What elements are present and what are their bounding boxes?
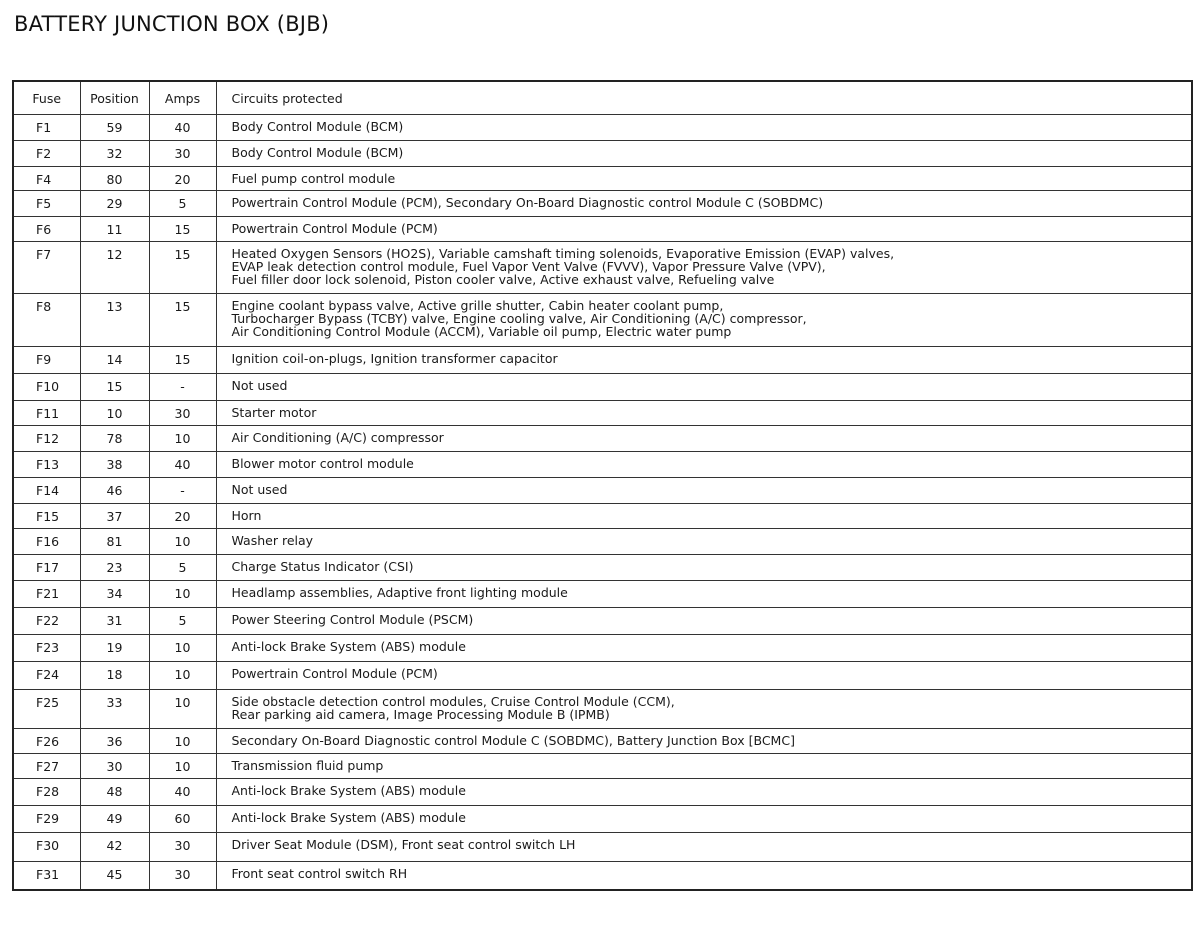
circuit-text: Starter motor	[231, 405, 317, 420]
table-header	[13, 81, 1192, 115]
circuits-cell	[216, 779, 1192, 806]
fuse-cell: F17	[13, 555, 80, 581]
table-row	[13, 529, 1192, 555]
circuit-text: Anti-lock Brake System (ABS) module	[231, 810, 466, 825]
circuit-text: Air Conditioning (A/C) compressor	[231, 430, 444, 445]
amps-cell: 30	[149, 141, 216, 167]
table-row	[13, 635, 1192, 662]
circuit-text: Ignition coil-on-plugs, Ignition transformer capacitor	[231, 351, 558, 366]
circuits-cell	[216, 374, 1192, 401]
fuse-cell: F16	[13, 529, 80, 555]
fuse-cell: F28	[13, 779, 80, 806]
fuse-cell: F24	[13, 662, 80, 690]
circuits-cell	[216, 555, 1192, 581]
circuits-cell	[216, 347, 1192, 374]
position-cell: 34	[80, 581, 149, 608]
circuit-text: Heated Oxygen Sensors (HO2S), Variable camshaft timing solenoids, Evaporative Emission (EVAP) valves,	[231, 246, 895, 261]
circuits-cell	[216, 217, 1192, 242]
amps-cell: 10	[149, 690, 216, 729]
circuits-cell	[216, 662, 1192, 690]
circuit-text: Blower motor control module	[231, 456, 414, 471]
table-row	[13, 662, 1192, 690]
fuse-cell: F6	[13, 217, 80, 242]
circuit-text: Powertrain Control Module (PCM)	[231, 221, 438, 236]
header-row	[13, 81, 1192, 115]
position-cell: 18	[80, 662, 149, 690]
amps-cell: 40	[149, 779, 216, 806]
amps-cell: 10	[149, 662, 216, 690]
table-row	[13, 115, 1192, 141]
circuits-cell	[216, 294, 1192, 347]
position-cell: 12	[80, 242, 149, 294]
fuse-cell: F12	[13, 426, 80, 452]
fuse-cell: F11	[13, 401, 80, 426]
circuit-text: Anti-lock Brake System (ABS) module	[231, 639, 466, 654]
table-row	[13, 754, 1192, 779]
page-title: BATTERY JUNCTION BOX (BJB)	[14, 12, 330, 36]
table-row	[13, 504, 1192, 529]
position-cell: 15	[80, 374, 149, 401]
circuit-text: Turbocharger Bypass (TCBY) valve, Engine cooling valve, Air Conditioning (A/C) compressor,	[231, 311, 807, 326]
amps-cell: 10	[149, 529, 216, 555]
fuse-cell: F22	[13, 608, 80, 635]
fuse-cell: F10	[13, 374, 80, 401]
table-row	[13, 191, 1192, 217]
table-row	[13, 608, 1192, 635]
amps-cell: 10	[149, 581, 216, 608]
circuits-cell	[216, 529, 1192, 555]
table-row	[13, 141, 1192, 167]
circuit-text: Body Control Module (BCM)	[231, 119, 404, 134]
table-row	[13, 779, 1192, 806]
position-cell: 46	[80, 478, 149, 504]
circuit-text: Power Steering Control Module (PSCM)	[231, 612, 474, 627]
fuse-cell: F4	[13, 167, 80, 191]
circuits-cell	[216, 141, 1192, 167]
circuits-cell	[216, 242, 1192, 294]
table-row	[13, 401, 1192, 426]
fuse-cell: F29	[13, 806, 80, 833]
circuits-cell	[216, 115, 1192, 141]
position-cell: 10	[80, 401, 149, 426]
table-row	[13, 217, 1192, 242]
position-cell: 31	[80, 608, 149, 635]
circuit-text: Headlamp assemblies, Adaptive front lighting module	[231, 585, 568, 600]
table-row	[13, 452, 1192, 478]
fuse-cell: F23	[13, 635, 80, 662]
circuit-text: Washer relay	[231, 533, 314, 548]
circuit-text: Air Conditioning Control Module (ACCM), Variable oil pump, Electric water pump	[231, 324, 732, 339]
circuit-text: Driver Seat Module (DSM), Front seat control switch LH	[231, 837, 576, 852]
position-cell: 23	[80, 555, 149, 581]
amps-cell: -	[149, 478, 216, 504]
table-row	[13, 833, 1192, 862]
table-row	[13, 167, 1192, 191]
position-cell: 13	[80, 294, 149, 347]
position-cell: 78	[80, 426, 149, 452]
header-amps: Amps	[149, 81, 216, 115]
fuse-cell: F26	[13, 729, 80, 754]
circuit-text: Not used	[231, 378, 288, 393]
circuits-cell	[216, 426, 1192, 452]
table-row	[13, 294, 1192, 347]
circuits-cell	[216, 608, 1192, 635]
fuse-cell: F8	[13, 294, 80, 347]
table-row	[13, 806, 1192, 833]
circuit-text: Side obstacle detection control modules, Cruise Control Module (CCM),	[231, 694, 675, 709]
position-cell: 38	[80, 452, 149, 478]
circuit-text: Secondary On-Board Diagnostic control Module C (SOBDMC), Battery Junction Box [BCMC]	[231, 733, 795, 748]
circuit-text: Not used	[231, 482, 288, 497]
fuse-cell: F13	[13, 452, 80, 478]
position-cell: 81	[80, 529, 149, 555]
circuit-text: Transmission fluid pump	[231, 758, 384, 773]
amps-cell: 60	[149, 806, 216, 833]
table-row	[13, 555, 1192, 581]
circuits-cell	[216, 806, 1192, 833]
amps-cell: 5	[149, 191, 216, 217]
position-cell: 19	[80, 635, 149, 662]
position-cell: 33	[80, 690, 149, 729]
position-cell: 42	[80, 833, 149, 862]
header-fuse: Fuse	[13, 81, 80, 115]
circuits-cell	[216, 401, 1192, 426]
amps-cell: 10	[149, 635, 216, 662]
amps-cell: 30	[149, 862, 216, 890]
header-position: Position	[80, 81, 149, 115]
amps-cell: 10	[149, 426, 216, 452]
position-cell: 48	[80, 779, 149, 806]
fuse-cell: F25	[13, 690, 80, 729]
circuit-text: Body Control Module (BCM)	[231, 145, 404, 160]
table-row	[13, 242, 1192, 294]
circuits-cell	[216, 504, 1192, 529]
table-row	[13, 862, 1192, 890]
amps-cell: 30	[149, 833, 216, 862]
table-row	[13, 426, 1192, 452]
circuit-text: Fuel pump control module	[231, 171, 396, 186]
circuits-cell	[216, 191, 1192, 217]
position-cell: 49	[80, 806, 149, 833]
circuit-text: Front seat control switch RH	[231, 866, 408, 881]
circuits-cell	[216, 862, 1192, 890]
amps-cell: 30	[149, 401, 216, 426]
fuse-cell: F15	[13, 504, 80, 529]
circuits-cell	[216, 754, 1192, 779]
circuit-text: Rear parking aid camera, Image Processing Module B (IPMB)	[231, 707, 610, 722]
amps-cell: 15	[149, 217, 216, 242]
amps-cell: 40	[149, 452, 216, 478]
table-row	[13, 690, 1192, 729]
fuse-cell: F1	[13, 115, 80, 141]
position-cell: 29	[80, 191, 149, 217]
amps-cell: 10	[149, 754, 216, 779]
fuse-cell: F2	[13, 141, 80, 167]
circuits-cell	[216, 167, 1192, 191]
table-row	[13, 729, 1192, 754]
amps-cell: 5	[149, 555, 216, 581]
circuit-text: Engine coolant bypass valve, Active grille shutter, Cabin heater coolant pump,	[231, 298, 724, 313]
circuits-cell	[216, 729, 1192, 754]
circuit-text: Powertrain Control Module (PCM), Secondary On-Board Diagnostic control Module C (SOBDMC)	[231, 195, 824, 210]
amps-cell: 5	[149, 608, 216, 635]
table-row	[13, 374, 1192, 401]
position-cell: 80	[80, 167, 149, 191]
amps-cell: 40	[149, 115, 216, 141]
circuits-cell	[216, 635, 1192, 662]
position-cell: 30	[80, 754, 149, 779]
circuit-text: Fuel filler door lock solenoid, Piston cooler valve, Active exhaust valve, Refueling valve	[231, 272, 775, 287]
fuse-cell: F31	[13, 862, 80, 890]
circuit-text: Charge Status Indicator (CSI)	[231, 559, 414, 574]
table-body	[13, 115, 1192, 890]
amps-cell: 15	[149, 242, 216, 294]
fuse-cell: F9	[13, 347, 80, 374]
position-cell: 45	[80, 862, 149, 890]
fuse-cell: F27	[13, 754, 80, 779]
amps-cell: 10	[149, 729, 216, 754]
position-cell: 32	[80, 141, 149, 167]
position-cell: 11	[80, 217, 149, 242]
fuse-cell: F21	[13, 581, 80, 608]
table-row	[13, 478, 1192, 504]
position-cell: 59	[80, 115, 149, 141]
amps-cell: 15	[149, 347, 216, 374]
circuits-cell	[216, 690, 1192, 729]
circuit-text: Powertrain Control Module (PCM)	[231, 666, 438, 681]
circuits-cell	[216, 581, 1192, 608]
fuse-cell: F7	[13, 242, 80, 294]
circuits-cell	[216, 452, 1192, 478]
amps-cell: 15	[149, 294, 216, 347]
fuse-cell: F5	[13, 191, 80, 217]
circuits-cell	[216, 833, 1192, 862]
position-cell: 36	[80, 729, 149, 754]
header-circuits: Circuits protected	[216, 81, 1192, 115]
position-cell: 14	[80, 347, 149, 374]
table-row	[13, 347, 1192, 374]
fuse-cell: F14	[13, 478, 80, 504]
table-row	[13, 581, 1192, 608]
amps-cell: 20	[149, 167, 216, 191]
amps-cell: -	[149, 374, 216, 401]
circuit-text: Horn	[231, 508, 262, 523]
position-cell: 37	[80, 504, 149, 529]
circuit-text: EVAP leak detection control module, Fuel Vapor Vent Valve (FVVV), Vapor Pressure Valve (VPV),	[231, 259, 826, 274]
fuse-cell: F30	[13, 833, 80, 862]
circuits-cell	[216, 478, 1192, 504]
amps-cell: 20	[149, 504, 216, 529]
fuse-table	[12, 80, 1193, 891]
circuit-text: Anti-lock Brake System (ABS) module	[231, 783, 466, 798]
